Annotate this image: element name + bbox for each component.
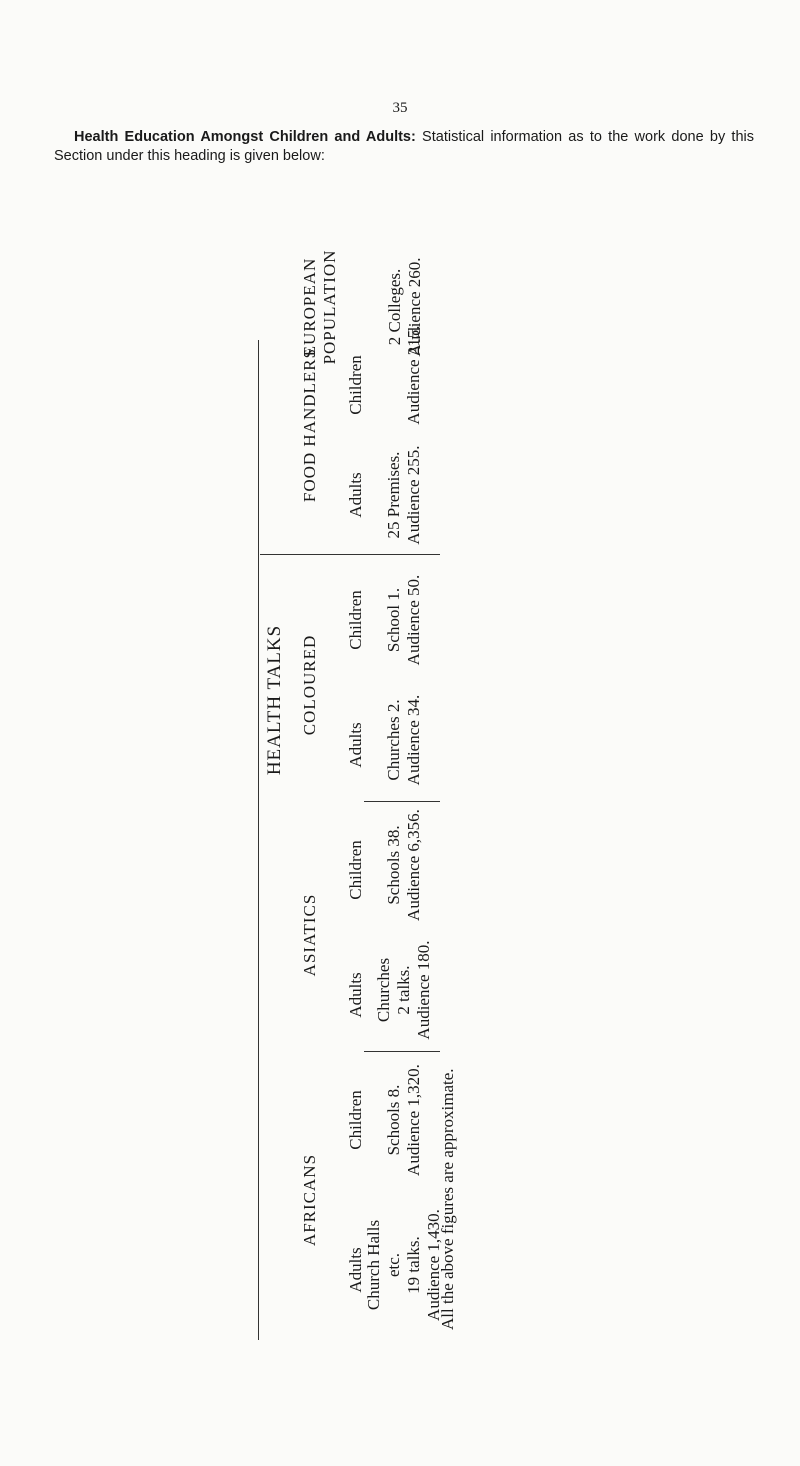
cell-line: Audience 6,356. — [404, 809, 423, 921]
rule — [364, 801, 440, 802]
european-label-line: POPULATION — [320, 249, 339, 365]
cell-line: etc. — [384, 1252, 403, 1278]
rule — [260, 554, 440, 555]
africans-adults-label: Adults — [346, 1247, 365, 1293]
coloured-children-cell — [384, 560, 424, 680]
cell-line: Audience 180. — [414, 940, 433, 1040]
food-handlers-adults-label: Adults — [346, 472, 365, 518]
european-cell-line: 2 Colleges. — [385, 268, 404, 346]
cell-line: 19 talks. — [404, 1236, 423, 1294]
coloured-children-label: Children — [346, 590, 365, 650]
africans-children-cell — [384, 1050, 424, 1190]
european-population-column — [300, 242, 424, 372]
cell-line: Audience 1,430. — [424, 1209, 443, 1321]
food-handlers-adults-cell — [384, 430, 424, 560]
cell-line: Audience 34. — [404, 694, 423, 786]
cell-line: School 1. — [384, 587, 403, 653]
cell-line: 2 talks. — [394, 965, 413, 1015]
group-africans: AFRICANS — [300, 1153, 319, 1247]
european-cell-line: Audience 260. — [405, 257, 424, 357]
group-coloured: COLOURED — [300, 634, 319, 736]
group-asiatics: ASIATICS — [300, 893, 319, 977]
european-label-line: EUROPEAN — [300, 257, 319, 357]
africans-children-label: Children — [346, 1090, 365, 1150]
coloured-adults-label: Adults — [346, 722, 365, 768]
cell-line: 25 Premises. — [384, 451, 403, 539]
rule — [364, 1051, 440, 1052]
cell-line: Churches — [374, 957, 393, 1023]
health-talks-table — [260, 280, 443, 1340]
asiatics-children-cell — [384, 800, 424, 930]
africans-adults-cell — [364, 1190, 444, 1340]
intro-rest: Statistical information as to the work done by this Section under this heading is given below: — [54, 129, 754, 164]
cell-line: Church Halls — [364, 1219, 383, 1311]
rule — [258, 340, 259, 1340]
table-title: HEALTH TALKS — [264, 624, 285, 776]
food-handlers-children-label: Children — [346, 355, 365, 415]
cell-line: Audience 1,320. — [404, 1064, 423, 1176]
cell-line: Audience 215. — [404, 325, 423, 425]
cell-line: Schools 38. — [384, 825, 403, 905]
cell-line: Churches 2. — [384, 699, 403, 781]
intro-lead: Health Education Amongst Children and Adults: — [74, 129, 416, 145]
page-number: 35 — [392, 100, 408, 116]
coloured-adults-cell — [384, 680, 424, 800]
cell-line: Audience 255. — [404, 445, 423, 545]
footnote: All the above figures are approximate. — [438, 1068, 457, 1330]
cell-line: Schools 8. — [384, 1084, 403, 1156]
asiatics-children-label: Children — [346, 840, 365, 900]
cell-line: Audience 50. — [404, 574, 423, 666]
group-food-handlers: FOOD HANDLERS — [300, 347, 319, 503]
asiatics-adults-cell — [374, 930, 434, 1050]
intro-paragraph — [54, 128, 754, 166]
asiatics-adults-label: Adults — [346, 972, 365, 1018]
